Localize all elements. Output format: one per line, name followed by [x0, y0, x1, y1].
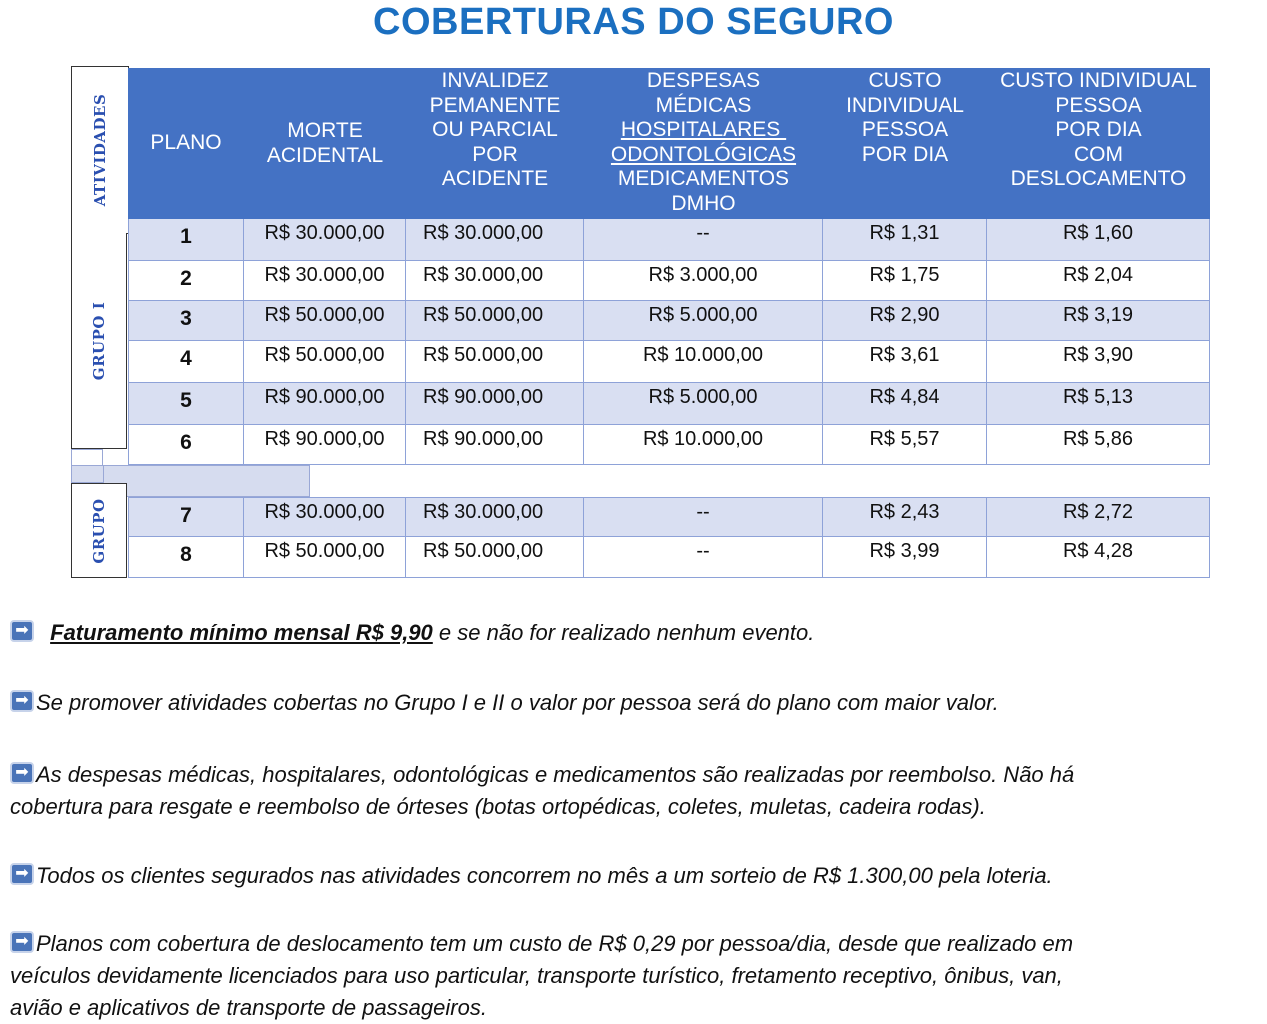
- header-line: POR: [472, 142, 518, 166]
- gap-cell: [103, 465, 310, 497]
- cell-custo-deslocamento: R$ 1,60: [987, 219, 1210, 261]
- arrow-right-icon: [10, 690, 34, 712]
- cell-custo-deslocamento: R$ 4,28: [987, 537, 1210, 578]
- header-line: POR DIA: [1055, 118, 1142, 141]
- cell-custo: R$ 2,90: [823, 301, 987, 341]
- cell-dmho: R$ 3.000,00: [584, 261, 823, 301]
- note-despesas-line2: cobertura para resgate e reembolso de órteses (botas ortopédicas, coletes, muletas, cadeira rodas).: [10, 794, 986, 819]
- header-line: HOSPITALARES: [620, 118, 787, 141]
- header-line: DMHO: [671, 191, 736, 215]
- header-line: INVALIDEZ: [441, 69, 549, 92]
- header-line: OU PARCIAL: [432, 118, 558, 141]
- side-label-atividades-text: ATIVIDADES: [91, 93, 109, 207]
- cell-plano: 1: [128, 219, 244, 261]
- table-row: [128, 383, 1210, 425]
- cell-dmho: --: [584, 537, 823, 578]
- side-label-grupo2-text: GRUPO: [90, 497, 108, 564]
- header-morte: [244, 68, 406, 219]
- table-header: [128, 68, 1210, 219]
- table-row: [128, 497, 1210, 537]
- header-line: POR DIA: [861, 142, 949, 166]
- cell-plano: 7: [128, 498, 244, 537]
- table-row: [128, 261, 1210, 301]
- cell-morte: R$ 50.000,00: [244, 301, 406, 341]
- header-line: ACIDENTAL: [266, 143, 384, 167]
- header-invalidez: [406, 68, 584, 220]
- note-grupos: [10, 687, 1260, 719]
- header-line: CUSTO INDIVIDUAL: [1000, 69, 1197, 92]
- cell-custo: R$ 1,75: [823, 261, 987, 301]
- cell-morte: R$ 30.000,00: [244, 219, 406, 261]
- cell-plano: 6: [128, 425, 244, 465]
- cell-dmho: R$ 5.000,00: [584, 301, 823, 341]
- arrow-right-icon: [10, 931, 34, 953]
- table-row: [128, 219, 1210, 261]
- cell-custo-deslocamento: R$ 5,86: [987, 425, 1210, 465]
- note-deslocamento-line3: avião e aplicativos de transporte de passageiros.: [10, 995, 487, 1020]
- header-line: INDIVIDUAL: [846, 93, 964, 117]
- note-despesas: [10, 759, 1260, 823]
- header-line: DESLOCAMENTO: [1010, 167, 1187, 190]
- arrow-right-icon: [10, 620, 34, 642]
- header-line: ACIDENTE: [441, 167, 549, 190]
- header-despesas: [584, 68, 823, 220]
- note-faturamento: [10, 617, 1260, 649]
- note-sorteio: [10, 860, 1260, 892]
- table-row: [128, 301, 1210, 341]
- cell-morte: R$ 90.000,00: [244, 383, 406, 425]
- header-line: MORTE: [287, 119, 363, 142]
- cell-morte: R$ 90.000,00: [244, 425, 406, 465]
- cell-custo-deslocamento: R$ 3,19: [987, 301, 1210, 341]
- table-row: [128, 537, 1210, 578]
- cell-custo-deslocamento: R$ 5,13: [987, 383, 1210, 425]
- cell-invalidez: R$ 50.000,00: [406, 537, 584, 578]
- cell-plano: 2: [128, 261, 244, 301]
- header-plano-text: PLANO: [150, 131, 222, 155]
- arrow-right-icon: [10, 762, 34, 784]
- note-sorteio-text: Todos os clientes segurados nas atividades concorrem no mês a um sorteio de R$ 1.300,00 pela loteria.: [36, 863, 1053, 888]
- cell-dmho: --: [584, 498, 823, 537]
- cell-custo: R$ 4,84: [823, 383, 987, 425]
- header-line: MEDICAMENTOS: [617, 167, 790, 190]
- header-line: PESSOA: [1055, 93, 1142, 117]
- cell-dmho: --: [584, 219, 823, 261]
- note-despesas-line1: As despesas médicas, hospitalares, odontológicas e medicamentos são realizadas por reembolso. Não há: [36, 762, 1075, 787]
- cell-plano: 4: [128, 341, 244, 383]
- header-line: MÉDICAS: [655, 93, 752, 117]
- header-line: PEMANENTE: [429, 93, 561, 117]
- note-deslocamento-line1: Planos com cobertura de deslocamento tem um custo de R$ 0,29 por pessoa/dia, desde que realizado em: [36, 931, 1074, 956]
- side-label-grupo2: [71, 483, 127, 578]
- cell-custo: R$ 5,57: [823, 425, 987, 465]
- header-plano: [128, 68, 244, 219]
- note-deslocamento: [10, 928, 1260, 1024]
- cell-custo: R$ 3,61: [823, 341, 987, 383]
- note-deslocamento-line2: veículos devidamente licenciados para uso particular, transporte turístico, fretamento receptivo, ônibus, van,: [10, 963, 1063, 988]
- note-faturamento-bold: Faturamento mínimo mensal R$ 9,90: [50, 620, 433, 645]
- arrow-right-icon: [10, 863, 34, 885]
- cell-invalidez: R$ 50.000,00: [406, 301, 584, 341]
- cell-invalidez: R$ 30.000,00: [406, 219, 584, 261]
- cell-morte: R$ 30.000,00: [244, 498, 406, 537]
- cell-custo: R$ 3,99: [823, 537, 987, 578]
- header-line: ODONTOLÓGICAS: [610, 142, 797, 166]
- cell-custo: R$ 2,43: [823, 498, 987, 537]
- side-label-grupo1-text: GRUPO I: [90, 301, 108, 380]
- header-custo: [823, 68, 987, 220]
- cell-custo: R$ 1,31: [823, 219, 987, 261]
- cell-invalidez: R$ 90.000,00: [406, 383, 584, 425]
- cell-dmho: R$ 10.000,00: [584, 425, 823, 465]
- side-label-grupo1: [71, 233, 127, 449]
- cell-custo-deslocamento: R$ 2,04: [987, 261, 1210, 301]
- cell-invalidez: R$ 30.000,00: [406, 498, 584, 537]
- table-row: [128, 341, 1210, 383]
- note-grupos-text: Se promover atividades cobertas no Grupo I e II o valor por pessoa será do plano com maior valor.: [36, 690, 999, 715]
- cell-invalidez: R$ 50.000,00: [406, 341, 584, 383]
- cell-morte: R$ 50.000,00: [244, 537, 406, 578]
- cell-custo-deslocamento: R$ 3,90: [987, 341, 1210, 383]
- cell-dmho: R$ 10.000,00: [584, 341, 823, 383]
- cell-morte: R$ 30.000,00: [244, 261, 406, 301]
- header-line: CUSTO: [868, 69, 942, 92]
- cell-dmho: R$ 5.000,00: [584, 383, 823, 425]
- header-line: PESSOA: [861, 118, 949, 141]
- cell-invalidez: R$ 30.000,00: [406, 261, 584, 301]
- cell-plano: 5: [128, 383, 244, 425]
- header-custo-deslocamento: [987, 68, 1210, 220]
- cell-custo-deslocamento: R$ 2,72: [987, 498, 1210, 537]
- cell-plano: 8: [128, 537, 244, 578]
- cell-morte: R$ 50.000,00: [244, 341, 406, 383]
- header-line: COM: [1074, 142, 1123, 166]
- table-row: [128, 425, 1210, 465]
- page-title: COBERTURAS DO SEGURO: [373, 1, 894, 43]
- header-line: DESPESAS: [646, 69, 761, 92]
- note-faturamento-rest: e se não for realizado nenhum evento.: [432, 620, 815, 645]
- cell-invalidez: R$ 90.000,00: [406, 425, 584, 465]
- side-label-atividades: [71, 66, 129, 234]
- cell-plano: 3: [128, 301, 244, 341]
